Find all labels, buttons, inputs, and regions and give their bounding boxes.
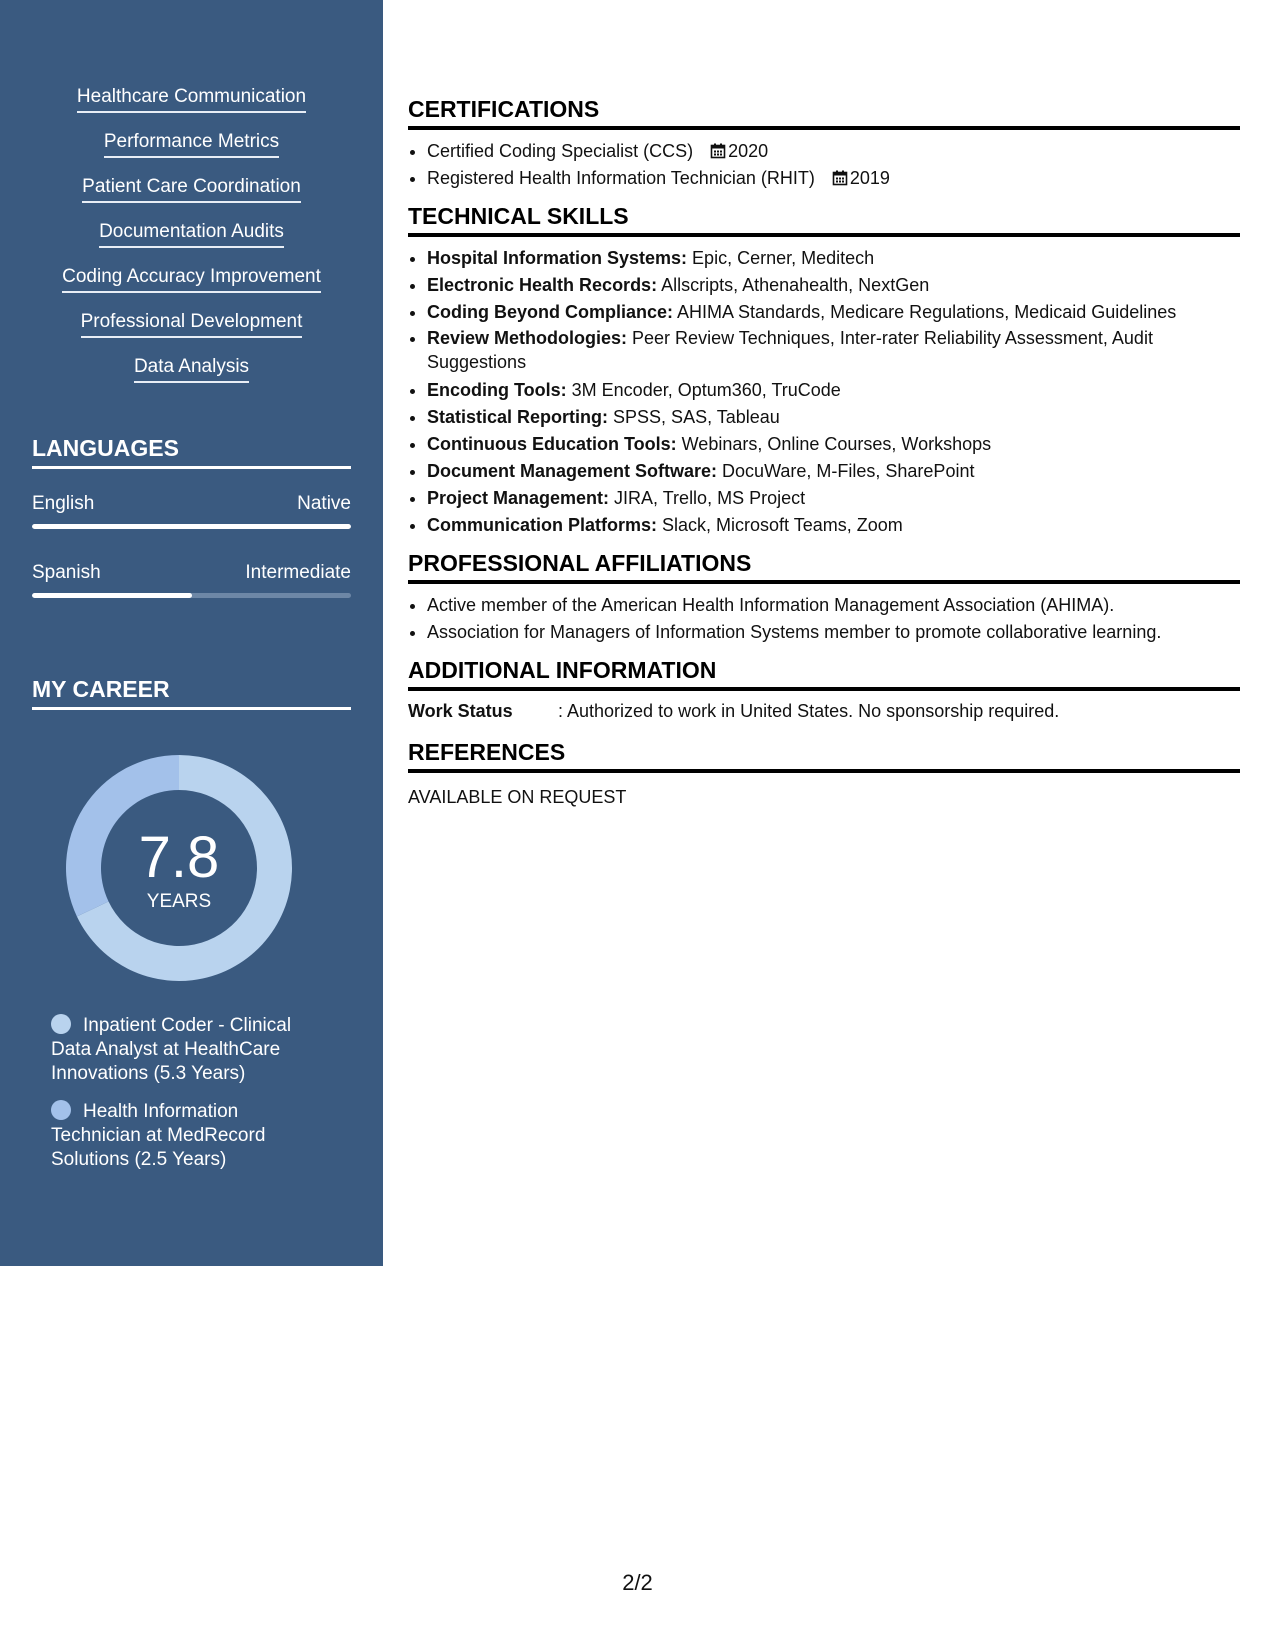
technical-skill-item bbox=[427, 431, 1240, 458]
skill-label: Communication Platforms: bbox=[427, 515, 658, 535]
affiliation-item: • Active member of the American Health Information Management Association (AHIMA). bbox=[427, 592, 1240, 619]
language-name: English bbox=[32, 493, 95, 514]
career-unit: YEARS bbox=[146, 891, 212, 912]
career-donut bbox=[65, 754, 293, 982]
skill-value: AHIMA Standards, Medicare Regulations, Medicaid Guidelines bbox=[673, 302, 1177, 322]
skills-list bbox=[0, 85, 383, 400]
affiliation-item: • Association for Managers of Information Systems member to promote collaborative learning. bbox=[427, 619, 1240, 646]
technical-skill-item bbox=[427, 512, 1240, 539]
technical-skill-item bbox=[427, 245, 1240, 272]
skill-item[interactable]: Data Analysis bbox=[134, 355, 249, 383]
certification-year: 2019 bbox=[849, 168, 890, 188]
certification-item bbox=[427, 138, 1240, 165]
skill-value: SPSS, SAS, Tableau bbox=[608, 407, 780, 427]
technical-skill-item bbox=[427, 458, 1240, 485]
languages-heading: LANGUAGES bbox=[32, 435, 351, 469]
technical-skill-item bbox=[427, 272, 1240, 299]
skill-item[interactable]: Coding Accuracy Improvement bbox=[62, 265, 321, 293]
technical-skills-title: TECHNICAL SKILLS bbox=[408, 203, 1240, 237]
references-text: AVAILABLE ON REQUEST bbox=[408, 787, 627, 807]
technical-skill-item bbox=[427, 485, 1240, 512]
career-dot-icon bbox=[51, 1100, 71, 1120]
calendar-icon bbox=[832, 170, 848, 186]
career-item-text: Health Information Technician at MedRecord Solutions (2.5 Years) bbox=[51, 1101, 266, 1170]
technical-skill-item bbox=[427, 299, 1240, 326]
career-item bbox=[51, 1100, 301, 1172]
skill-label: Review Methodologies: bbox=[427, 328, 628, 348]
career-item bbox=[51, 1014, 301, 1086]
work-status-row bbox=[408, 699, 1240, 723]
skill-label: Continuous Education Tools: bbox=[427, 434, 677, 454]
skill-value: Webinars, Online Courses, Workshops bbox=[676, 434, 992, 454]
skill-label: Statistical Reporting: bbox=[427, 407, 609, 427]
calendar-icon bbox=[710, 143, 726, 159]
skill-label: Document Management Software: bbox=[427, 461, 718, 481]
certification-year: 2020 bbox=[728, 141, 769, 161]
skill-label: Hospital Information Systems: bbox=[427, 248, 688, 268]
skill-value: Epic, Cerner, Meditech bbox=[687, 248, 875, 268]
references-title: REFERENCES bbox=[408, 739, 1240, 773]
affiliations-list bbox=[408, 592, 1240, 646]
certification-name: Registered Health Information Technician (RHIT) bbox=[427, 168, 815, 188]
skill-item[interactable]: Performance Metrics bbox=[104, 130, 279, 158]
skill-value: Allscripts, Athenahealth, NextGen bbox=[657, 275, 930, 295]
affiliations-title: PROFESSIONAL AFFILIATIONS bbox=[408, 550, 1240, 584]
additional-info-title: ADDITIONAL INFORMATION bbox=[408, 657, 1240, 691]
donut-center bbox=[65, 754, 293, 982]
skill-item[interactable]: Documentation Audits bbox=[99, 220, 284, 248]
work-status-label: Work Status bbox=[408, 701, 513, 721]
language-bar-spanish bbox=[32, 593, 351, 598]
certification-name: Certified Coding Specialist (CCS) bbox=[427, 141, 694, 161]
technical-skills-list bbox=[408, 245, 1240, 539]
career-total: 7.8 bbox=[138, 825, 220, 890]
language-level: Native bbox=[297, 493, 351, 514]
language-english bbox=[32, 493, 351, 515]
skill-label: Project Management: bbox=[427, 488, 610, 508]
language-fill bbox=[32, 524, 351, 529]
career-heading: MY CAREER bbox=[32, 676, 351, 710]
skill-value: 3M Encoder, Optum360, TruCode bbox=[566, 380, 841, 400]
language-spanish bbox=[32, 562, 351, 584]
language-fill bbox=[32, 593, 192, 598]
main-content bbox=[408, 96, 1240, 809]
language-bar-english bbox=[32, 524, 351, 529]
work-status-value: : Authorized to work in United States. No sponsorship required. bbox=[558, 701, 1060, 721]
language-level: Intermediate bbox=[245, 562, 351, 583]
language-name: Spanish bbox=[32, 562, 101, 583]
technical-skill-item bbox=[427, 377, 1240, 404]
skill-item[interactable]: Patient Care Coordination bbox=[82, 175, 301, 203]
skill-label: Encoding Tools: bbox=[427, 380, 567, 400]
certifications-list bbox=[408, 138, 1240, 192]
technical-skill-item bbox=[427, 404, 1240, 431]
skill-label: Electronic Health Records: bbox=[427, 275, 658, 295]
skill-item[interactable]: Healthcare Communication bbox=[77, 85, 306, 113]
page-number: 2/2 bbox=[622, 1570, 653, 1595]
skill-label: Coding Beyond Compliance: bbox=[427, 302, 674, 322]
skill-value: Slack, Microsoft Teams, Zoom bbox=[657, 515, 903, 535]
career-dot-icon bbox=[51, 1014, 71, 1034]
career-item-text: Inpatient Coder - Clinical Data Analyst at HealthCare Innovations (5.3 Years) bbox=[51, 1015, 292, 1084]
certifications-title: CERTIFICATIONS bbox=[408, 96, 1240, 130]
skill-value: JIRA, Trello, MS Project bbox=[609, 488, 806, 508]
skill-item[interactable]: Professional Development bbox=[81, 310, 303, 338]
technical-skill-item bbox=[427, 326, 1240, 374]
skill-value: DocuWare, M-Files, SharePoint bbox=[717, 461, 975, 481]
certification-item bbox=[427, 165, 1240, 192]
skill-value: Peer Review Techniques, Inter-rater Reliability Assessment, Audit Suggestions bbox=[427, 328, 1153, 372]
sidebar bbox=[0, 0, 383, 1266]
